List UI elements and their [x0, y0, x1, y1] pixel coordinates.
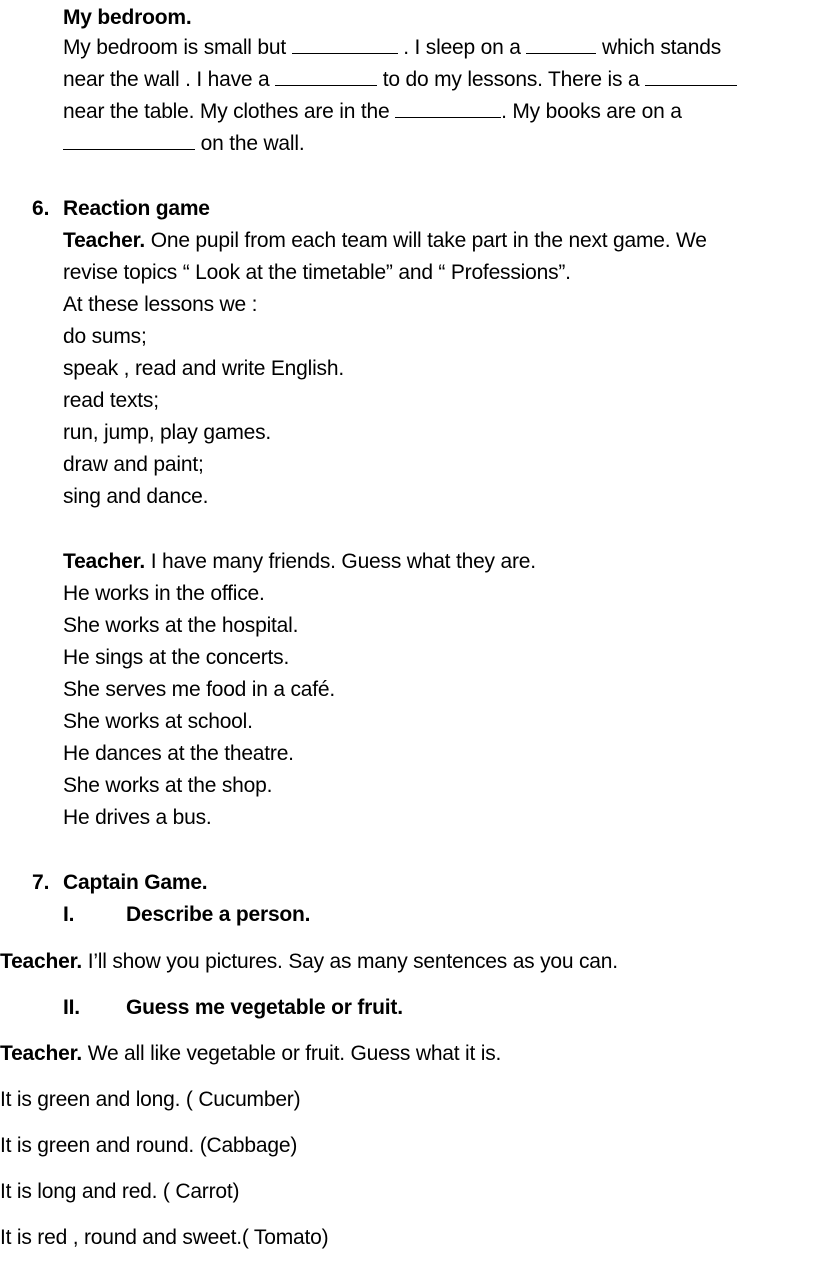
list-item: She works at school. [63, 710, 253, 733]
text: . My books are on a [501, 100, 682, 123]
bedroom-line-3 [63, 98, 682, 126]
blank-field [275, 67, 377, 86]
bedroom-line-1 [63, 34, 721, 62]
list-item: She serves me food in a café. [63, 678, 336, 701]
section-title: Captain Game. [63, 871, 208, 894]
blank-field [526, 35, 596, 54]
list-item: speak , read and write English. [63, 357, 344, 380]
bedroom-line-2 [63, 66, 737, 94]
section-number: 7. [32, 871, 50, 894]
riddle: It is long and red. ( Carrot) [0, 1180, 240, 1203]
subsection-number: I. [63, 903, 75, 926]
text: I have many friends. Guess what they are. [150, 550, 536, 573]
teacher-line [0, 948, 618, 976]
text: My bedroom is small but [63, 36, 286, 59]
blank-field [292, 35, 398, 54]
section-number: 6. [32, 197, 50, 220]
list-item: He drives a bus. [63, 806, 212, 829]
riddle: It is green and round. (Cabbage) [0, 1134, 298, 1157]
list-item: He sings at the concerts. [63, 646, 290, 669]
speaker-label: Teacher. [0, 1042, 83, 1065]
text-line: At these lessons we : [63, 293, 258, 316]
section-title: Reaction game [63, 197, 210, 220]
text: near the wall . I have a [63, 68, 270, 91]
teacher-line [0, 1040, 501, 1068]
bedroom-title: My bedroom. [63, 6, 192, 29]
blank-field [645, 67, 737, 86]
riddle: It is red , round and sweet.( Tomato) [0, 1226, 329, 1249]
list-item: He dances at the theatre. [63, 742, 294, 765]
list-item: read texts; [63, 389, 159, 412]
text: to do my lessons. There is a [382, 68, 640, 91]
list-item: She works at the hospital. [63, 614, 299, 637]
list-item: do sums; [63, 325, 147, 348]
teacher-line [63, 548, 536, 576]
bedroom-line-4 [63, 130, 304, 158]
text: We all like vegetable or fruit. Guess what it is. [82, 1042, 502, 1065]
text-line: revise topics “ Look at the timetable” and “ Professions”. [63, 261, 571, 284]
riddle: It is green and long. ( Cucumber) [0, 1088, 301, 1111]
list-item: He works in the office. [63, 582, 265, 605]
blank-field [63, 131, 195, 150]
blank-field [395, 99, 501, 118]
speaker-label: Teacher. [0, 950, 83, 973]
speaker-label: Teacher. [63, 550, 146, 573]
list-item: run, jump, play games. [63, 421, 272, 444]
subsection-title: Guess me vegetable or fruit. [126, 996, 403, 1019]
text: . I sleep on a [403, 36, 521, 59]
text: I’ll show you pictures. Say as many sentences as you can. [82, 950, 618, 973]
text: which stands [602, 36, 721, 59]
text: near the table. My clothes are in the [63, 100, 390, 123]
list-item: draw and paint; [63, 453, 204, 476]
list-item: She works at the shop. [63, 774, 273, 797]
text: One pupil from each team will take part in the next game. We [150, 229, 707, 252]
teacher-line [63, 227, 707, 255]
list-item: sing and dance. [63, 485, 209, 508]
subsection-title: Describe a person. [126, 903, 311, 926]
subsection-number: II. [63, 996, 80, 1019]
text: on the wall. [200, 132, 305, 155]
speaker-label: Teacher. [63, 229, 146, 252]
